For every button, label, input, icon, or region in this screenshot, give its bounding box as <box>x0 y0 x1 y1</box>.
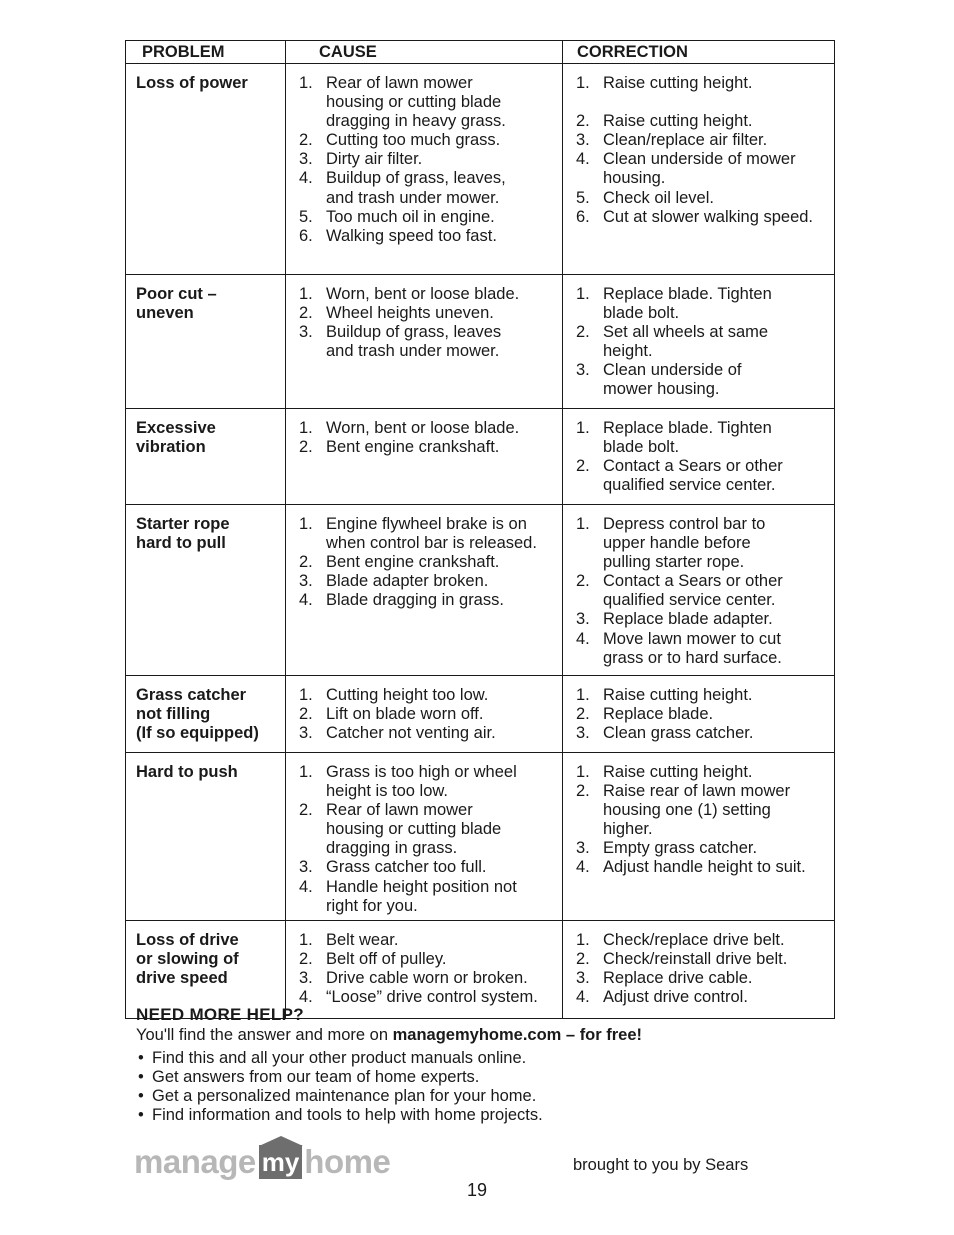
problem-label: Starter rope hard to pull <box>136 515 230 553</box>
cause-item <box>296 591 562 610</box>
correction-item <box>573 610 834 629</box>
item-number: 6. <box>576 207 590 226</box>
item-number: 2. <box>576 950 590 969</box>
item-number: 2. <box>299 950 313 969</box>
item-text: Replace blade. <box>603 705 714 724</box>
troubleshooting-table <box>125 40 835 1019</box>
item-text: Contact a Sears or other qualified service center. <box>603 572 783 610</box>
cause-cell <box>286 921 563 1019</box>
item-text: “Loose” drive control system. <box>326 988 538 1007</box>
item-text: Check/reinstall drive belt. <box>603 950 788 969</box>
item-number: 1. <box>576 763 590 781</box>
cause-item <box>296 878 562 916</box>
correction-list <box>573 931 834 1007</box>
logo-house-my: my <box>259 1145 303 1179</box>
item-number: 4. <box>576 629 590 648</box>
item-number: 2. <box>576 572 590 591</box>
header-problem: PROBLEM <box>126 41 286 64</box>
item-number: 2. <box>576 705 590 724</box>
correction-item <box>573 724 834 743</box>
correction-cell <box>563 753 835 921</box>
item-number: 2. <box>299 705 313 724</box>
correction-item <box>573 515 834 572</box>
item-text: Replace blade adapter. <box>603 610 773 629</box>
item-number: 3. <box>576 839 590 858</box>
correction-item <box>573 208 834 227</box>
help-section <box>136 1005 836 1126</box>
correction-list <box>573 285 834 400</box>
item-text: Cutting height too low. <box>326 686 489 704</box>
item-number: 5. <box>576 188 590 207</box>
item-text: Belt off of pulley. <box>326 950 447 969</box>
item-text: Cutting too much grass. <box>326 131 501 150</box>
item-number: 3. <box>576 361 590 380</box>
item-number: 3. <box>576 724 590 743</box>
item-text: Raise cutting height. <box>603 763 753 781</box>
correction-item <box>573 457 834 495</box>
item-number: 1. <box>299 515 313 533</box>
correction-item <box>573 763 834 782</box>
correction-item <box>573 572 834 610</box>
correction-item <box>573 323 834 361</box>
help-heading: NEED MORE HELP? <box>136 1005 304 1024</box>
item-number: 1. <box>576 515 590 533</box>
cause-item <box>296 931 562 950</box>
problem-label: Hard to push <box>136 763 238 781</box>
item-number: 4. <box>576 858 590 877</box>
item-text: Check oil level. <box>603 188 714 207</box>
cause-list <box>296 686 562 743</box>
item-text: Rear of lawn mower housing or cutting blade dragging in grass. <box>326 801 502 858</box>
item-text: Blade adapter broken. <box>326 572 489 591</box>
cause-cell <box>286 64 563 275</box>
item-number: 3. <box>299 323 313 342</box>
item-number: 4. <box>299 877 313 896</box>
item-text: Raise cutting height. <box>603 112 753 131</box>
item-number: 1. <box>299 419 313 437</box>
page-number: 19 <box>466 1180 488 1200</box>
item-number: 2. <box>299 801 313 820</box>
problem-cell <box>126 676 286 753</box>
item-text: Replace drive cable. <box>603 969 753 988</box>
cause-item <box>296 438 562 457</box>
item-number: 2. <box>576 457 590 476</box>
cause-item <box>296 131 562 150</box>
correction-cell <box>563 64 835 275</box>
table-row <box>126 505 835 676</box>
correction-cell <box>563 676 835 753</box>
table-body <box>126 64 835 1019</box>
correction-item <box>573 969 834 988</box>
cause-item <box>296 169 562 207</box>
item-text: Grass catcher too full. <box>326 858 487 877</box>
correction-cell <box>563 505 835 676</box>
cause-list <box>296 419 562 457</box>
help-bullet-list <box>136 1049 836 1125</box>
item-text: Bent engine crankshaft. <box>326 553 500 572</box>
item-number: 2. <box>299 438 313 457</box>
correction-item <box>573 931 834 950</box>
cause-item <box>296 801 562 858</box>
correction-cell <box>563 409 835 505</box>
item-number: 3. <box>299 858 313 877</box>
correction-item <box>573 189 834 208</box>
item-number: 3. <box>576 610 590 629</box>
item-number: 2. <box>299 304 313 323</box>
cause-item <box>296 686 562 705</box>
problem-label: Excessive vibration <box>136 419 216 457</box>
item-text: Check/replace drive belt. <box>603 931 785 949</box>
item-number: 3. <box>299 150 313 169</box>
help-intro-link[interactable]: managemyhome.com – for free! <box>392 1026 643 1045</box>
cause-cell <box>286 409 563 505</box>
problem-cell <box>126 921 286 1019</box>
cause-item <box>296 285 562 304</box>
correction-item <box>573 782 834 839</box>
cause-cell <box>286 275 563 409</box>
correction-item <box>573 686 834 705</box>
correction-item <box>573 858 834 877</box>
cause-item <box>296 208 562 227</box>
item-number: 6. <box>299 226 313 245</box>
item-text: Catcher not venting air. <box>326 724 496 743</box>
item-number: 3. <box>576 131 590 150</box>
cause-item <box>296 515 562 553</box>
item-text: Replace blade. Tighten blade bolt. <box>603 419 772 457</box>
problem-cell <box>126 505 286 676</box>
item-number: 2. <box>576 323 590 342</box>
problem-cell <box>126 275 286 409</box>
cause-cell <box>286 753 563 921</box>
item-number: 1. <box>299 931 313 949</box>
item-text: Too much oil in engine. <box>326 207 495 226</box>
problem-label: Loss of power <box>136 74 248 92</box>
correction-list <box>573 515 834 668</box>
cause-item <box>296 763 562 801</box>
table-row <box>126 275 835 409</box>
cause-item <box>296 705 562 724</box>
help-bullet: • Find information and tools to help with home projects. <box>136 1106 836 1125</box>
problem-cell <box>126 409 286 505</box>
problem-label: Grass catcher not filling (If so equipped) <box>136 686 259 743</box>
correction-list <box>573 763 834 878</box>
cause-item <box>296 304 562 323</box>
cause-item <box>296 419 562 438</box>
item-number: 2. <box>299 131 313 150</box>
cause-list <box>296 763 562 916</box>
item-number: 3. <box>299 969 313 988</box>
item-number: 4. <box>576 150 590 169</box>
item-number: 1. <box>576 686 590 704</box>
correction-item <box>573 74 834 112</box>
item-number: 2. <box>299 553 313 572</box>
item-text: Worn, bent or loose blade. <box>326 419 520 437</box>
item-text: Walking speed too fast. <box>326 226 497 245</box>
correction-item <box>573 112 834 131</box>
problem-label: Poor cut – uneven <box>136 285 217 323</box>
item-number: 5. <box>299 207 313 226</box>
item-text: Raise cutting height. <box>603 686 753 704</box>
table-row <box>126 676 835 753</box>
correction-item <box>573 705 834 724</box>
help-bullet: • Get answers from our team of home experts. <box>136 1068 836 1087</box>
cause-list <box>296 74 562 246</box>
correction-list <box>573 74 834 227</box>
item-text: Engine flywheel brake is on when control bar is released. <box>326 515 537 553</box>
correction-cell <box>563 275 835 409</box>
item-text: Wheel heights uneven. <box>326 304 494 323</box>
cause-item <box>296 150 562 169</box>
cause-cell <box>286 676 563 753</box>
item-text: Dirty air filter. <box>326 150 423 169</box>
correction-item <box>573 285 834 323</box>
correction-list <box>573 419 834 495</box>
correction-item <box>573 950 834 969</box>
item-text: Move lawn mower to cut grass or to hard surface. <box>603 629 782 667</box>
header-correction: CORRECTION <box>563 41 835 64</box>
item-text: Worn, bent or loose blade. <box>326 285 520 303</box>
managemyhome-logo <box>134 1142 390 1182</box>
item-text: Handle height position not right for you. <box>326 877 517 915</box>
item-number: 1. <box>299 686 313 704</box>
tagline: brought to you by Sears <box>573 1156 749 1174</box>
cause-item <box>296 553 562 572</box>
correction-item <box>573 361 834 399</box>
item-number: 1. <box>576 285 590 303</box>
item-text: Cut at slower walking speed. <box>603 207 814 226</box>
item-text: Depress control bar to upper handle before pulling starter rope. <box>603 515 766 572</box>
cause-item <box>296 969 562 988</box>
item-text: Clean grass catcher. <box>603 724 754 743</box>
cause-item <box>296 858 562 877</box>
item-text: Bent engine crankshaft. <box>326 438 500 457</box>
item-text: Buildup of grass, leaves and trash under mower. <box>326 323 502 361</box>
item-number: 3. <box>299 572 313 591</box>
item-number: 4. <box>299 169 313 188</box>
item-number: 4. <box>576 988 590 1007</box>
help-intro <box>136 1026 836 1045</box>
item-text: Clean underside of mower housing. <box>603 361 742 399</box>
item-text: Adjust drive control. <box>603 988 748 1007</box>
item-text: Clean underside of mower housing. <box>603 150 796 188</box>
help-intro-text: You'll find the answer and more on <box>136 1026 393 1045</box>
item-number: 1. <box>299 285 313 303</box>
item-number: 2. <box>576 112 590 131</box>
item-text: Blade dragging in grass. <box>326 591 504 610</box>
correction-item <box>573 630 834 668</box>
cause-item <box>296 724 562 743</box>
cause-item <box>296 950 562 969</box>
cause-item <box>296 323 562 361</box>
correction-item <box>573 839 834 858</box>
cause-list <box>296 285 562 361</box>
problem-cell <box>126 753 286 921</box>
logo-word-home: home <box>304 1143 391 1180</box>
item-number: 2. <box>576 782 590 801</box>
correction-item <box>573 131 834 150</box>
help-bullet: • Get a personalized maintenance plan for your home. <box>136 1087 836 1106</box>
item-number: 4. <box>299 988 313 1007</box>
item-text: Replace blade. Tighten blade bolt. <box>603 285 772 323</box>
correction-list <box>573 686 834 743</box>
item-number: 3. <box>576 969 590 988</box>
logo-word-manage: manage <box>134 1143 256 1180</box>
cause-item <box>296 227 562 246</box>
item-text: Set all wheels at same height. <box>603 323 769 361</box>
problem-label: Loss of drive or slowing of drive speed <box>136 931 239 988</box>
table-header-row <box>126 41 835 64</box>
help-bullet: • Find this and all your other product manuals online. <box>136 1049 836 1068</box>
item-text: Drive cable worn or broken. <box>326 969 528 988</box>
item-text: Buildup of grass, leaves, and trash under mower. <box>326 169 506 207</box>
problem-cell <box>126 64 286 275</box>
cause-list <box>296 515 562 610</box>
item-text: Contact a Sears or other qualified service center. <box>603 457 783 495</box>
item-text: Grass is too high or wheel height is too low. <box>326 763 517 801</box>
correction-item <box>573 150 834 188</box>
table-row <box>126 753 835 921</box>
header-cause: CAUSE <box>286 41 563 64</box>
item-number: 1. <box>576 419 590 437</box>
item-number: 1. <box>576 931 590 949</box>
item-number: 1. <box>299 74 313 92</box>
item-number: 1. <box>576 74 590 92</box>
item-text: Raise rear of lawn mower housing one (1) setting higher. <box>603 782 791 839</box>
cause-item <box>296 74 562 131</box>
item-text: Lift on blade worn off. <box>326 705 484 724</box>
item-text: Adjust handle height to suit. <box>603 858 806 877</box>
correction-item <box>573 419 834 457</box>
cause-cell <box>286 505 563 676</box>
table-row <box>126 64 835 275</box>
item-text: Raise cutting height. <box>603 74 753 92</box>
item-number: 3. <box>299 724 313 743</box>
item-text: Rear of lawn mower housing or cutting blade dragging in heavy grass. <box>326 74 506 131</box>
item-number: 4. <box>299 591 313 610</box>
table-row <box>126 921 835 1019</box>
item-number: 1. <box>299 763 313 781</box>
item-text: Clean/replace air filter. <box>603 131 768 150</box>
cause-list <box>296 931 562 1007</box>
item-text: Empty grass catcher. <box>603 839 758 858</box>
item-text: Belt wear. <box>326 931 399 949</box>
table-row <box>126 409 835 505</box>
correction-cell <box>563 921 835 1019</box>
cause-item <box>296 572 562 591</box>
